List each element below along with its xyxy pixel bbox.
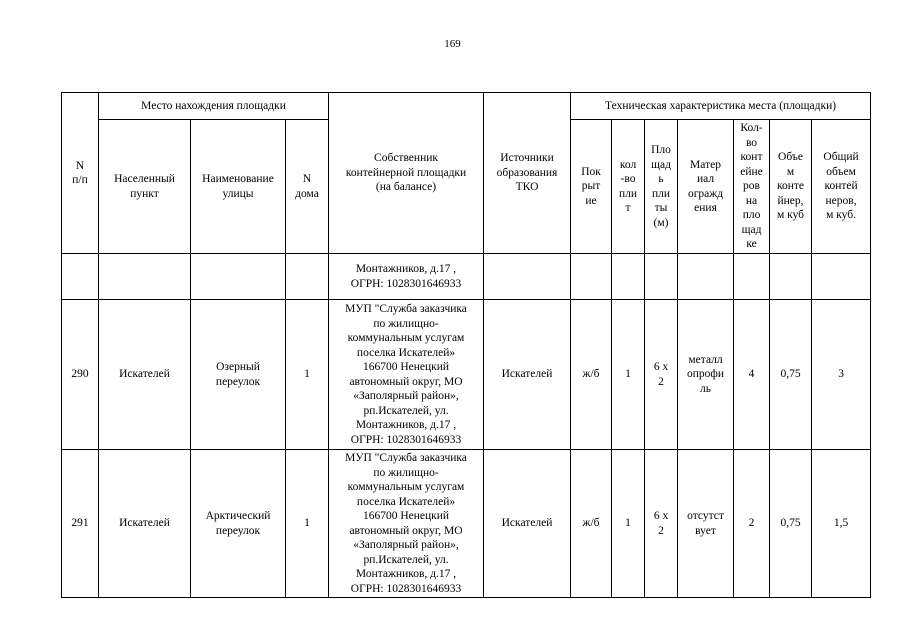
row-slabs: 1 bbox=[612, 450, 645, 598]
header-total-volume: Общий объем контей неров, м куб. bbox=[812, 120, 871, 254]
row-fence: отсутст вует bbox=[678, 450, 734, 598]
row-sources: Искателей bbox=[484, 300, 571, 450]
row-surface: ж/б bbox=[571, 300, 612, 450]
row-house: 1 bbox=[286, 300, 329, 450]
header-location-group: Место нахождения площадки bbox=[99, 93, 329, 120]
row-num: 290 bbox=[62, 300, 99, 450]
row-total-volume: 3 bbox=[812, 300, 871, 450]
header-area: Пло щад ь пли ты (м) bbox=[645, 120, 678, 254]
row-owner: МУП "Служба заказчика по жилищно- коммунальным услугам поселка Искателей» 166700 Ненецкий автономный округ, МО «Заполярный район», рп.Искателей, ул. Монтажников, д.17 , ОГРН: 1028301646933 bbox=[329, 450, 484, 598]
row-locality: Искателей bbox=[99, 450, 191, 598]
row-area: 6 х 2 bbox=[645, 300, 678, 450]
header-street: Наименование улицы bbox=[191, 120, 286, 254]
row-street: Арктический переулок bbox=[191, 450, 286, 598]
header-volume: Объе м конте йнер, м куб bbox=[770, 120, 812, 254]
row-volume: 0,75 bbox=[770, 450, 812, 598]
container-sites-table bbox=[61, 92, 871, 598]
row-slabs: 1 bbox=[612, 300, 645, 450]
header-num: N п/п bbox=[62, 93, 99, 254]
header-fence: Матер иал огражд ения bbox=[678, 120, 734, 254]
row-containers: 4 bbox=[734, 300, 770, 450]
page-number: 169 bbox=[444, 38, 461, 50]
row-area: 6 х 2 bbox=[645, 450, 678, 598]
row-house: 1 bbox=[286, 450, 329, 598]
row-total-volume: 1,5 bbox=[812, 450, 871, 598]
table-row bbox=[62, 300, 871, 450]
row-fence: металл опрофи ль bbox=[678, 300, 734, 450]
row-num: 291 bbox=[62, 450, 99, 598]
row-street: Озерный переулок bbox=[191, 300, 286, 450]
row-locality: Искателей bbox=[99, 300, 191, 450]
continuation-row bbox=[62, 254, 871, 300]
row-owner: МУП "Служба заказчика по жилищно- коммунальным услугам поселка Искателей» 166700 Ненецкий автономный округ, МО «Заполярный район», рп.Искателей, ул. Монтажников, д.17 , ОГРН: 1028301646933 bbox=[329, 300, 484, 450]
header-containers: Кол- во конт ейне ров на пло щад ке bbox=[734, 120, 770, 254]
continuation-owner: Монтажников, д.17 , ОГРН: 1028301646933 bbox=[329, 254, 484, 300]
header-surface: Пок рыт ие bbox=[571, 120, 612, 254]
header-slabs: кол -во пли т bbox=[612, 120, 645, 254]
header-sources: Источники образования ТКО bbox=[484, 93, 571, 254]
row-sources: Искателей bbox=[484, 450, 571, 598]
header-owner: Собственник контейнерной площадки (на балансе) bbox=[329, 93, 484, 254]
row-volume: 0,75 bbox=[770, 300, 812, 450]
table-row bbox=[62, 450, 871, 598]
header-tech-group: Техническая характеристика места (площадки) bbox=[571, 93, 871, 120]
row-surface: ж/б bbox=[571, 450, 612, 598]
row-containers: 2 bbox=[734, 450, 770, 598]
header-house: N дома bbox=[286, 120, 329, 254]
header-row-1 bbox=[62, 93, 871, 120]
header-locality: Населенный пункт bbox=[99, 120, 191, 254]
